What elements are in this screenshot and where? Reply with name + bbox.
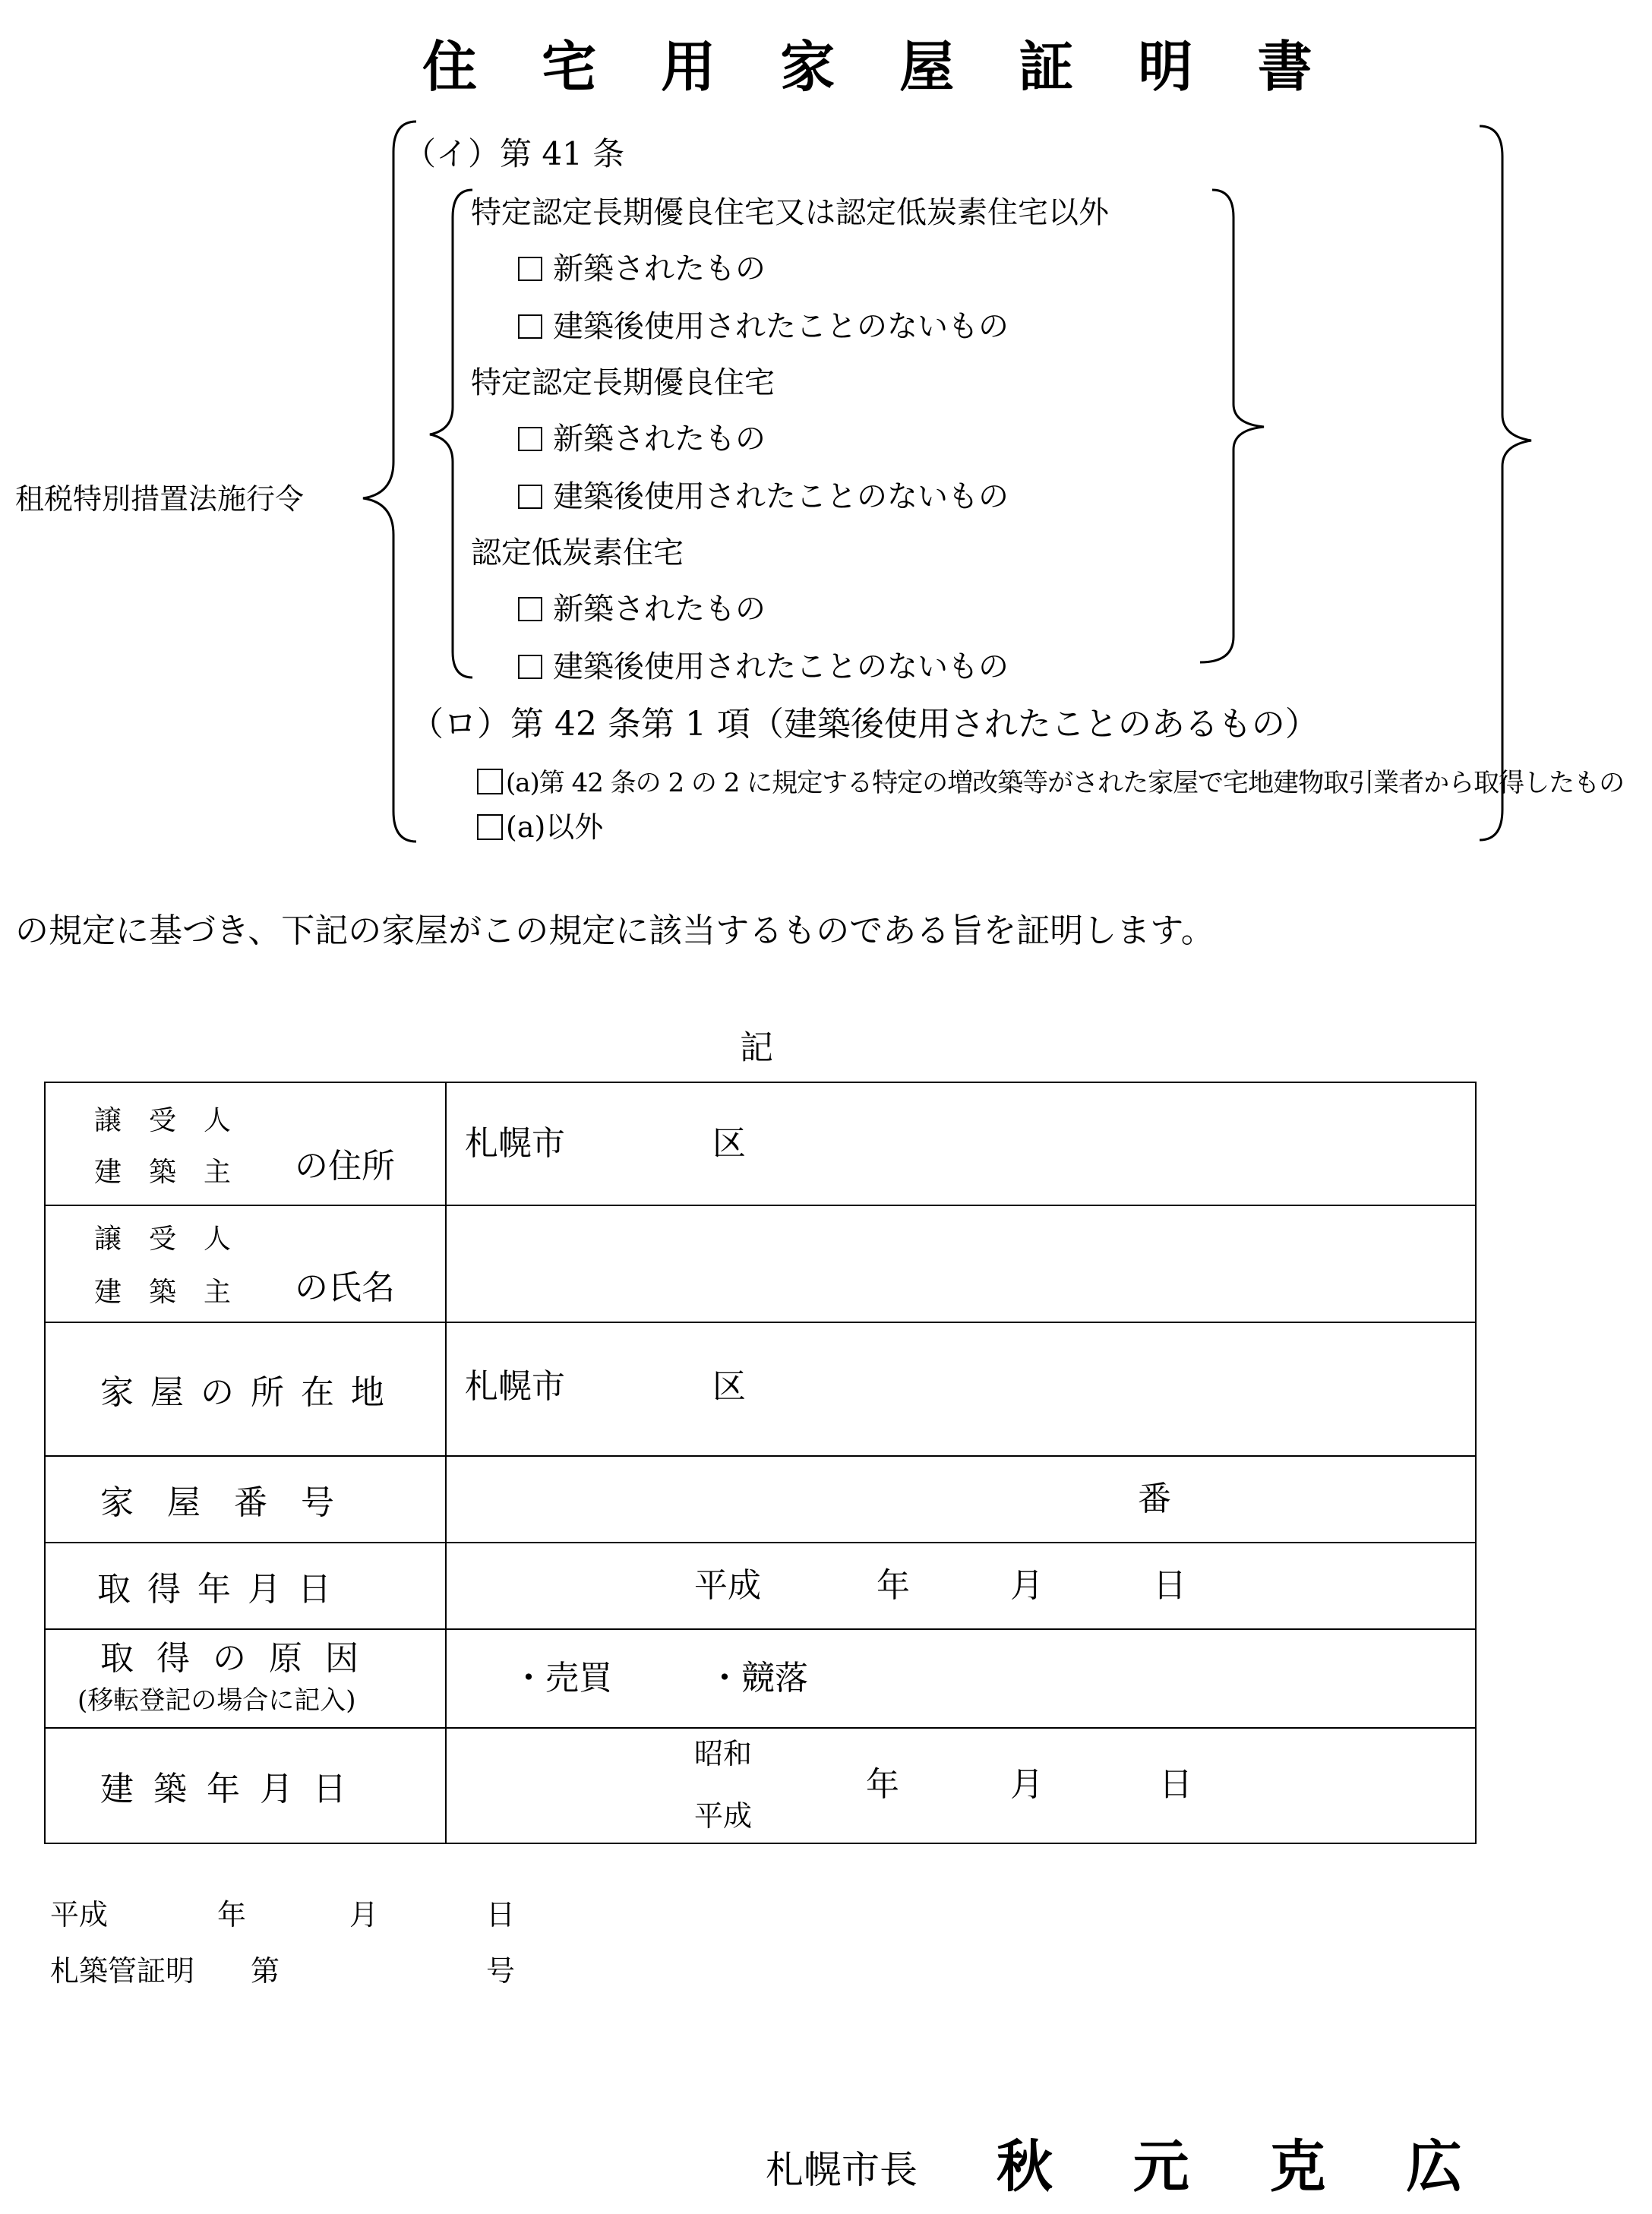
- cause-option-auction[interactable]: ・競落: [708, 1659, 808, 1698]
- row-acquisition-date: 取 得 年 月 日 平成 年 月 日: [45, 1543, 1476, 1629]
- law-label: 租税特別措置法施行令: [15, 482, 305, 516]
- certificate-table: [44, 1082, 1477, 1844]
- outer-left-brace: [363, 122, 416, 842]
- cert-number-label: 札築管証明: [50, 1954, 195, 1988]
- cert-number-dai: 第: [251, 1954, 280, 1988]
- row-acquisition-cause: 取 得 の 原 因 (移転登記の場合に記入) ・売買 ・競落: [45, 1629, 1476, 1728]
- footer-year: 年: [217, 1898, 247, 1931]
- group-3-heading: 認定低炭素住宅: [471, 535, 684, 570]
- group-2-option-2[interactable]: 建築後使用されたことのないもの: [518, 482, 1009, 512]
- mayor-name: 秋 元 克 広: [997, 2134, 1493, 2200]
- section-ro-heading: （ロ）第 42 条第 1 項（建築後使用されたことのあるもの）: [410, 705, 1319, 744]
- ki-label: 記: [740, 1028, 773, 1067]
- group-1-option-1[interactable]: 新築されたもの: [518, 254, 766, 284]
- group-1-option-2[interactable]: 建築後使用されたことのないもの: [518, 311, 1009, 342]
- footer-day: 日: [486, 1898, 516, 1931]
- checkbox[interactable]: [477, 769, 503, 794]
- section-ro-option-a[interactable]: (a)第 42 条の 2 の 2 に規定する特定の増改築等がされた家屋で宅地建物取引業者から取得したもの: [477, 769, 1624, 796]
- page-title: 住 宅 用 家 屋 証 明 書: [422, 34, 1335, 99]
- cause-option-sale[interactable]: ・売買: [512, 1659, 612, 1698]
- footer-month: 月: [349, 1898, 379, 1931]
- section-ro-option-other[interactable]: (a)以外: [477, 813, 603, 842]
- checkbox[interactable]: [477, 814, 503, 840]
- checkbox[interactable]: [518, 655, 542, 679]
- group-3-option-1[interactable]: 新築されたもの: [518, 594, 766, 624]
- acquisition-cause-value-cell[interactable]: [446, 1629, 1476, 1728]
- inner-left-brace: [430, 190, 472, 677]
- row-name: 譲 受 人 建 築 主 の氏名: [45, 1205, 1476, 1322]
- name-value-cell[interactable]: [446, 1205, 1476, 1322]
- checkbox[interactable]: [518, 485, 542, 509]
- checkbox[interactable]: [518, 427, 542, 451]
- row-location: 家 屋 の 所 在 地 札幌市 区: [45, 1322, 1476, 1456]
- mayor-title: 札幌市長: [766, 2148, 918, 2192]
- outer-right-brace: [1480, 126, 1531, 840]
- location-value-cell[interactable]: 札幌市 区: [446, 1322, 1476, 1456]
- section-i-heading: （イ）第 41 条: [404, 135, 625, 172]
- address-value-cell[interactable]: 札幌市 区: [446, 1082, 1476, 1205]
- inner-right-brace: [1200, 190, 1264, 662]
- row-build-date: 建 築 年 月 日 昭和 平成 年 月 日: [45, 1728, 1476, 1843]
- house-number-value-cell[interactable]: 番: [446, 1456, 1476, 1543]
- build-date-value-cell[interactable]: 昭和 平成 年 月 日: [446, 1728, 1476, 1843]
- group-2-option-1[interactable]: 新築されたもの: [518, 424, 766, 454]
- row-house-number: 家 屋 番 号 番: [45, 1456, 1476, 1543]
- checkbox[interactable]: [518, 597, 542, 621]
- cert-number-go: 号: [486, 1954, 516, 1988]
- group-2-heading: 特定認定長期優良住宅: [471, 365, 775, 400]
- checkbox[interactable]: [518, 314, 542, 339]
- acquisition-date-value-cell[interactable]: 平成 年 月 日: [446, 1543, 1476, 1629]
- group-3-option-2[interactable]: 建築後使用されたことのないもの: [518, 652, 1009, 682]
- statement: の規定に基づき、下記の家屋がこの規定に該当するものである旨を証明します。: [15, 911, 1215, 950]
- row-address: 譲 受 人 建 築 主 の住所 札幌市 区: [45, 1082, 1476, 1205]
- checkbox[interactable]: [518, 257, 542, 281]
- group-1-heading: 特定認定長期優良住宅又は認定低炭素住宅以外: [471, 195, 1109, 230]
- footer-era: 平成: [50, 1898, 109, 1931]
